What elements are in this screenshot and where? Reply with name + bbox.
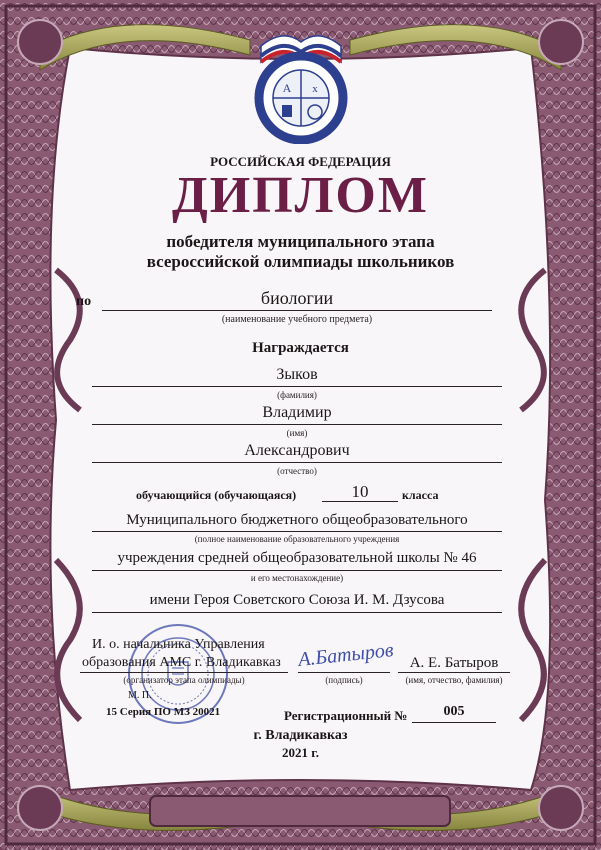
name-underline: [92, 424, 502, 425]
school-hint2: и его местонахождение): [250, 573, 344, 583]
school-line2-underline: [92, 570, 502, 571]
signature-hint: (подпись): [325, 675, 363, 685]
patronymic-hint: (отчество): [277, 466, 317, 476]
mp-label: М. П.: [128, 690, 152, 701]
subject-hint: (наименование учебного предмета): [221, 314, 373, 325]
subtitle-line2: всероссийской олимпиады школьников: [146, 252, 455, 271]
country-label: РОССИЙСКАЯ ФЕДЕРАЦИЯ: [210, 154, 391, 169]
awarded-label: Награждается: [252, 340, 349, 356]
subject-prefix: по: [76, 294, 92, 309]
grade-underline: [322, 501, 398, 502]
grade-prefix: обучающийся (обучающаяся): [136, 488, 297, 502]
signatory-role-hint: (организатор этапа олимпиады): [123, 675, 245, 685]
school-line3: имени Героя Советского Союза И. М. Дзусова: [149, 592, 445, 608]
school-line1-underline: [92, 531, 502, 532]
grade-suffix: класса: [402, 488, 439, 502]
handwritten-signature: А.Батыров: [297, 639, 395, 671]
name-value: Владимир: [262, 404, 332, 421]
school-line3-underline: [92, 612, 502, 613]
registration-number: 005: [443, 704, 465, 719]
blank-series-number: 15 Серия ПО МЗ 20021: [106, 706, 221, 718]
signatory-role2: образования АМС г. Владикавказ: [82, 655, 281, 670]
registration-underline: [412, 722, 496, 723]
surname-hint: (фамилия): [277, 390, 317, 400]
year-label: 2021 г.: [282, 745, 319, 760]
subtitle-line1: победителя муниципального этапа: [166, 232, 435, 251]
fio-underline: [398, 672, 510, 673]
signatory-underline: [80, 672, 288, 673]
signatory-fio: А. Е. Батыров: [409, 655, 499, 671]
diploma-title: ДИПЛОМ: [172, 167, 429, 224]
subject-underline: [102, 310, 492, 311]
surname-underline: [92, 386, 502, 387]
name-hint: (имя): [286, 428, 308, 438]
svg-text:x: x: [312, 83, 318, 95]
school-line1: Муниципального бюджетного общеобразовательного: [126, 512, 468, 528]
fio-hint: (имя, отчество, фамилия): [405, 675, 503, 685]
grade-value: 10: [351, 482, 369, 501]
place-label: г. Владикавказ: [253, 728, 348, 743]
school-line2: учреждения средней общеобразовательной школы № 46: [117, 550, 477, 566]
signatory-role1: И. о. начальника Управления: [92, 637, 265, 652]
registration-label: Регистрационный №: [284, 708, 408, 723]
surname-value: Зыков: [276, 366, 318, 383]
olympiad-emblem: [243, 28, 359, 144]
patronymic-value: Александрович: [244, 442, 350, 459]
signature-underline: [298, 672, 390, 673]
school-hint1: (полное наименование образовательного учреждения: [194, 534, 400, 544]
svg-text:A: A: [282, 81, 292, 95]
patronymic-underline: [92, 462, 502, 463]
subject-value: биологии: [260, 288, 334, 308]
